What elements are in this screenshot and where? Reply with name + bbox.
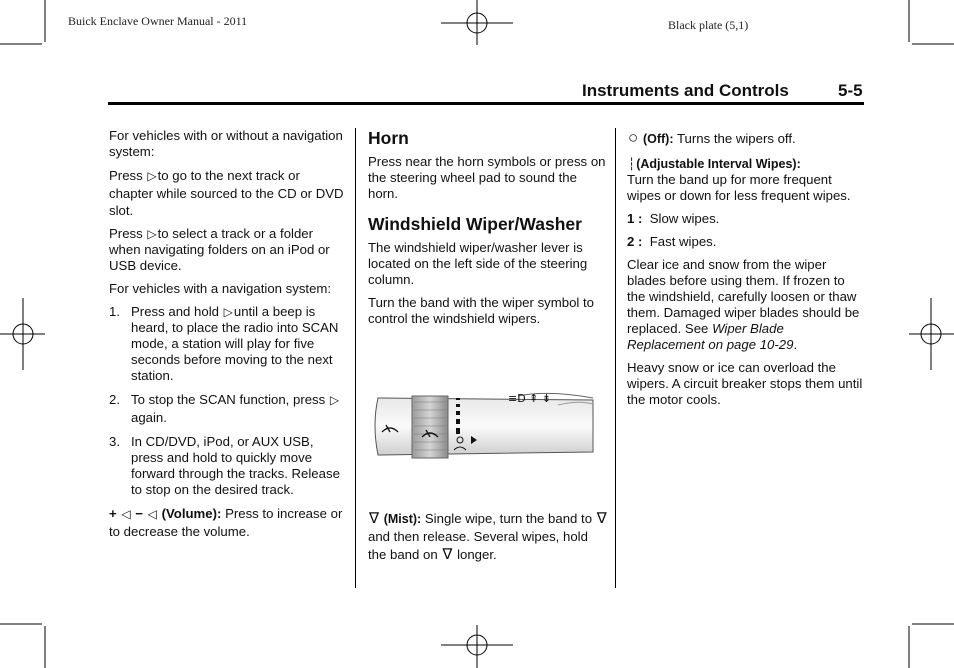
page-number: 5-5 [838,81,863,100]
seek-right-icon: ▷ [223,305,233,319]
column-2 [368,128,606,334]
column-divider-2 [615,128,616,588]
mist-wiper-icon: ∇ [596,510,607,527]
off-paragraph: ○ (Off): Turns the wipers off. [628,128,796,147]
list-item: 3. In CD/DVD, iPod, or AUX USB, press and hold to quickly move forward through the tracks. Release to stop on the desired track. [109,434,340,497]
wiper-heading: Windshield Wiper/Washer [368,214,582,234]
ice-paragraph: Clear ice and snow from the wiper blades before using them. If frozen to the windshield, carefully loosen or thaw them. Damaged wiper blades should be replaced. See Wiper Blade Replacement on page 10-29. [627,257,860,352]
interval-paragraph: ┆(Adjustable Interval Wipes): Turn the band up for more frequent wipes or down for less frequent wipes. [627,157,851,203]
mist-wiper-icon: ∇ [369,510,380,527]
seek-right-icon: ▷ [147,227,157,241]
list-item: 1. Press and hold ▷until a beep is heard, to place the radio into SCAN mode, a station will play for five seconds before moving to the next station. [109,304,339,383]
manual-title: Buick Enclave Owner Manual - 2011 [68,14,248,28]
seek-right-icon: ▷ [147,169,157,183]
mist-paragraph: ∇ (Mist): Single wipe, turn the band to ∇ and then release. Several wipes, hold the band on ∇ longer. [368,510,607,563]
paragraph-volume: + ◁ − ◁ (Volume): Press to increase or to decrease the volume. [109,506,343,539]
off-circle-icon: ○ [628,128,639,147]
plate-label: Black plate (5,1) [668,18,749,32]
paragraph-nav-any: For vehicles with or without a navigation system: [109,128,343,159]
speaker-icon: ◁ [147,507,157,521]
paragraph-nav-only: For vehicles with a navigation system: [109,281,332,296]
paragraph-next-track: Press ▷to go to the next track or chapter while sourced to the CD or DVD slot. [109,168,344,218]
snow-paragraph: Heavy snow or ice can overload the wipers. A circuit breaker stops them until the motor cools. [627,360,863,407]
column-3 [627,128,865,415]
header-rule [108,102,864,105]
horn-paragraph: Press near the horn symbols or press on the steering wheel pad to sound the horn. [368,154,606,201]
horn-heading: Horn [368,128,409,148]
column-divider-1 [355,128,356,588]
paragraph-select-folder: Press ▷to select a track or a folder when navigating folders on an iPod or USB device. [109,226,330,273]
fast-paragraph: 2 : Fast wipes. [627,234,717,249]
wiper-lever-illustration [368,380,598,470]
wiper-paragraph-1: The windshield wiper/washer lever is located on the left side of the steering column. [368,240,588,287]
column-1 [109,128,345,547]
wiper-paragraph-2: Turn the band with the wiper symbol to control the windshield wipers. [368,295,595,326]
speaker-icon: ◁ [121,507,131,521]
section-title: Instruments and Controls [582,81,789,100]
slow-paragraph: 1 : Slow wipes. [627,211,720,226]
interval-bar-icon: ┆ [628,157,636,171]
seek-right-icon: ▷ [329,393,340,407]
cross-reference-link[interactable]: Wiper Blade Replacement on page 10-29 [627,321,794,352]
svg-text:≡D ⇞ ⇟: ≡D ⇞ ⇟ [508,392,552,405]
scan-steps [109,304,345,498]
mist-wiper-icon: ∇ [442,546,453,563]
list-item: 2. To stop the SCAN function, press ▷again. [109,392,340,425]
